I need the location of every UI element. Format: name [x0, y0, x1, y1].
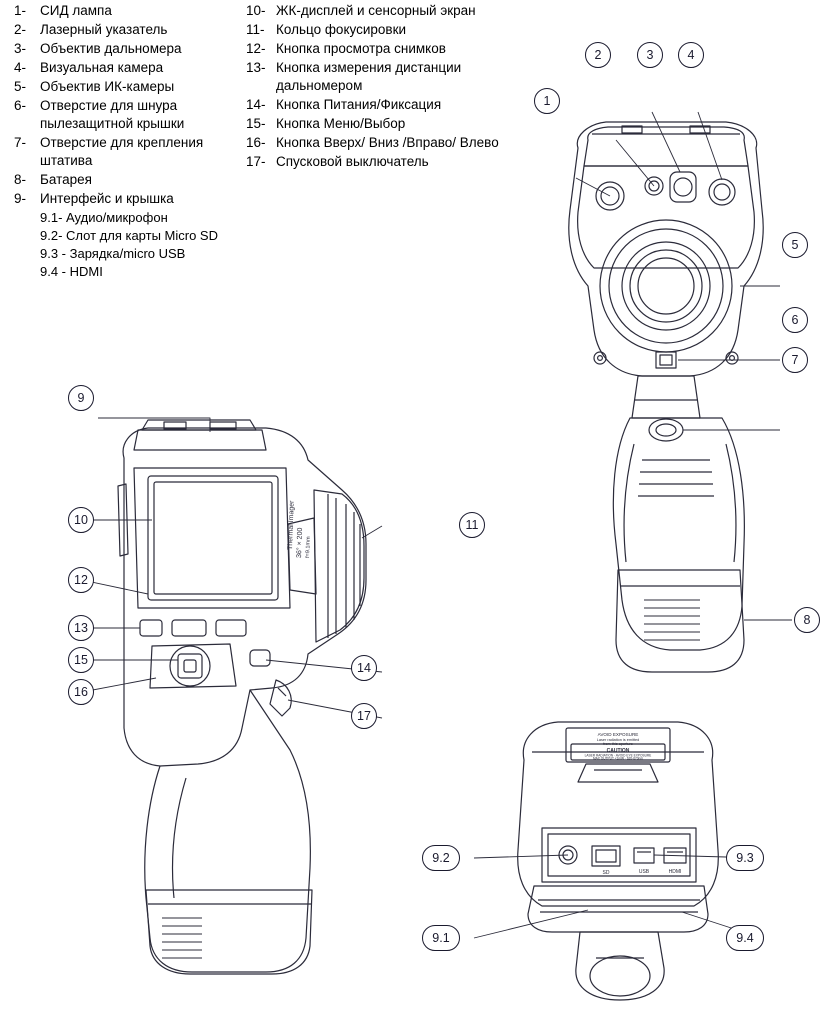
- callout-side-16: 16: [68, 679, 94, 705]
- legend-right-column: [246, 2, 511, 172]
- callout-front-4: 4: [678, 42, 704, 68]
- legend-item-text: Батарея: [40, 172, 92, 187]
- legend-item-text: Объектив дальномера: [40, 41, 182, 56]
- lens-spec-label: 36° × 200: [296, 527, 305, 559]
- usb-port-label: USB: [638, 869, 650, 875]
- legend-item-number: 17-: [246, 154, 266, 169]
- callout-front-1: 1: [534, 88, 560, 114]
- laser-warning-line2: from this aperture: [603, 742, 633, 746]
- legend-item-number: 2-: [14, 22, 27, 37]
- legend-subitem: 9.2- Слот для карты Micro SD: [40, 228, 218, 243]
- legend-item: [246, 21, 511, 39]
- legend-item-number: 12-: [246, 41, 266, 56]
- legend-left-column: [14, 2, 244, 281]
- legend-item: [14, 171, 244, 189]
- legend-item-text: Отверстие для крепления штатива: [40, 135, 204, 168]
- legend-item: [14, 190, 244, 208]
- legend-item-text: Спусковой выключатель: [276, 154, 429, 169]
- legend-item: [14, 2, 244, 20]
- legend-item-number: 14-: [246, 97, 266, 112]
- legend-item-number: 3-: [14, 41, 27, 56]
- legend-item-number: 6-: [14, 98, 27, 113]
- legend-item: [14, 134, 244, 170]
- callout-front-3: 3: [637, 42, 663, 68]
- callout-front-8: 8: [794, 607, 820, 633]
- legend-item: [246, 96, 511, 114]
- legend-item: [14, 78, 244, 96]
- legend-item-text: Кнопка Меню/Выбор: [276, 116, 406, 131]
- hdmi-port-label: HDMI: [668, 869, 682, 875]
- legend-item: [246, 40, 511, 58]
- callout-side-17: 17: [351, 703, 377, 729]
- callout-side-10: 10: [68, 507, 94, 533]
- lens-brand-label: Thermal Imager: [287, 500, 296, 551]
- legend-item-number: 15-: [246, 116, 266, 131]
- legend-item-text: Лазерный указатель: [40, 22, 168, 37]
- legend-item-number: 8-: [14, 172, 27, 187]
- laser-warning-title: AVOID EXPOSURE: [597, 732, 639, 737]
- legend-item-number: 13-: [246, 60, 266, 75]
- legend-item: [246, 134, 511, 152]
- legend-item: [14, 59, 244, 77]
- legend-item-number: 1-: [14, 3, 27, 18]
- callout-side-11: 11: [459, 512, 485, 538]
- legend-item-text: ЖК-дисплей и сенсорный экран: [276, 3, 476, 18]
- legend-subitem: 9.1- Аудио/микрофон: [40, 210, 168, 225]
- callout-port-9-2: 9.2: [422, 845, 460, 871]
- legend-item: [14, 40, 244, 58]
- legend-subitem: 9.4 - HDMI: [40, 264, 103, 279]
- laser-warning-line: Laser radiation is emitted: [596, 738, 640, 742]
- legend-item: [246, 2, 511, 20]
- legend-item-text: Объектив ИК-камеры: [40, 79, 175, 94]
- callout-side-14: 14: [351, 655, 377, 681]
- legend-item: [246, 59, 511, 95]
- legend-item-text: Кнопка измерения дистанции дальномером: [276, 60, 462, 93]
- callout-port-9-3: 9.3: [726, 845, 764, 871]
- front-view-drawing: [530, 100, 830, 700]
- callout-front-7: 7: [782, 347, 808, 373]
- callout-front-2: 2: [585, 42, 611, 68]
- legend-item-number: 5-: [14, 79, 27, 94]
- legend-item-text: Интерфейс и крышка: [40, 191, 174, 206]
- caution-label: CAUTION: [606, 748, 630, 754]
- callout-port-9-4: 9.4: [726, 925, 764, 951]
- legend-item: [14, 97, 244, 133]
- legend-item-number: 10-: [246, 3, 266, 18]
- lens-sub-label: f=9.1mm: [305, 536, 312, 559]
- legend-item-number: 9-: [14, 191, 27, 206]
- legend-item: [246, 115, 511, 133]
- callout-side-13: 13: [68, 615, 94, 641]
- legend-item-number: 4-: [14, 60, 27, 75]
- callout-port-9-1: 9.1: [422, 925, 460, 951]
- legend-item-text: Кольцо фокусировки: [276, 22, 407, 37]
- legend-item-number: 16-: [246, 135, 266, 150]
- port-view-drawing: [468, 700, 768, 1020]
- callout-front-5: 5: [782, 232, 808, 258]
- legend-item: [246, 153, 511, 171]
- callout-front-6: 6: [782, 307, 808, 333]
- side-view-drawing: [90, 398, 460, 998]
- callout-side-15: 15: [68, 647, 94, 673]
- legend-item-number: 7-: [14, 135, 27, 150]
- caution-body-2: MAX OUTPUT <1mW · 620-670nm: [593, 756, 643, 761]
- legend-item-text: Отверстие для шнура пылезащитной крышки: [40, 98, 185, 131]
- legend-item-text: Визуальная камера: [40, 60, 164, 75]
- legend-item: [14, 21, 244, 39]
- legend-item-text: СИД лампа: [40, 3, 112, 18]
- legend-item-number: 11-: [246, 22, 265, 37]
- callout-side-9: 9: [68, 385, 94, 411]
- legend-item-text: Кнопка Питания/Фиксация: [276, 97, 442, 112]
- sd-port-label: SD: [602, 870, 610, 876]
- legend-item-text: Кнопка Вверх/ Вниз /Вправо/ Влево: [276, 135, 499, 150]
- legend-item-text: Кнопка просмотра снимков: [276, 41, 446, 56]
- legend-subitem: 9.3 - Зарядка/micro USB: [40, 246, 186, 261]
- caution-body-1: LASER RADIATION · AVOID EYE EXPOSURE: [584, 753, 652, 758]
- callout-side-12: 12: [68, 567, 94, 593]
